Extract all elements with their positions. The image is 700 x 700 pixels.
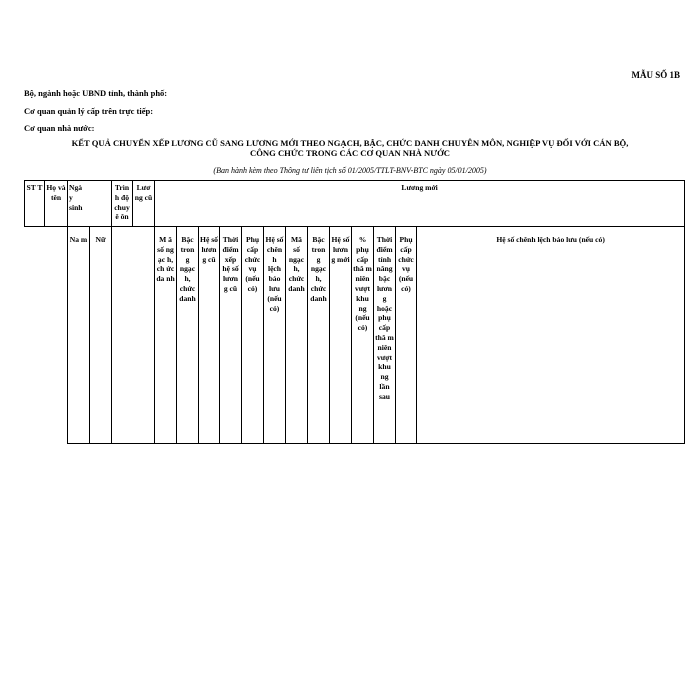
subheader-new-col-9: Hệ số lươn g mới [330, 227, 352, 444]
document-title: KẾT QUẢ CHUYỂN XẾP LƯƠNG CŨ SANG LƯƠNG MỚI THEO NGẠCH, BẬC, CHỨC DANH CHUYÊN MÔN, NGHIỆP VỤ ĐỐI VỚI CÁN BỘ, CÔNG CHỨC TRONG CÁC CƠ QUAN NHÀ NƯỚC [71, 138, 629, 158]
agency-direct-label: Cơ quan nhà nước: [24, 123, 95, 133]
subheader-new-col-13: Hệ số chênh lệch bảo lưu (nếu có) [417, 227, 685, 444]
agency-ministry-label: Bộ, ngành hoặc UBND tỉnh, thành phố: [24, 88, 168, 98]
header-old-salary: Lươ ng cũ [133, 181, 155, 227]
cell-name-body [45, 227, 68, 444]
subheader-female: Nữ [90, 227, 112, 444]
salary-conversion-table [24, 180, 685, 444]
header-dob: Ngà y sinh [68, 181, 112, 227]
form-code: MẪU SỐ 1B [631, 70, 680, 80]
header-name: Họ và tên [45, 181, 68, 227]
subheader-new-col-11: Thời điểm tính nâng bậc lươn g hoặc phụ cấp thâ m niên vượt khu ng lần sau [374, 227, 396, 444]
subheader-new-col-10: % phụ cấp thâ m niên vượt khu ng (nếu có) [352, 227, 374, 444]
header-qualification: Trìn h độ chuyê ôn [112, 181, 133, 227]
subheader-new-col-5: Phụ cấp chức vụ (nếu có) [242, 227, 264, 444]
subheader-new-col-1: M ã số ng ạc h, ch ức da nh [155, 227, 177, 444]
cell-old-salary-body [133, 227, 155, 444]
subheader-new-col-7: Mã số ngạc h, chức danh [286, 227, 308, 444]
cell-qualification-body [112, 227, 133, 444]
subheader-new-col-2: Bậc tron g ngạc h, chức danh [177, 227, 199, 444]
subheader-male: Na m [68, 227, 90, 444]
subheader-new-col-12: Phụ cấp chức vụ (nếu có) [396, 227, 417, 444]
header-new-salary: Lương mới [155, 181, 685, 227]
header-stt: ST T [25, 181, 45, 227]
subheader-new-col-8: Bậc tron g ngạc h, chức danh [308, 227, 330, 444]
subheader-new-col-6: Hệ số chên h lệch bảo lưu (nếu có) [264, 227, 286, 444]
subheader-new-col-4: Thời điểm xếp hệ số lươn g cũ [220, 227, 242, 444]
subheader-new-col-3: Hệ số lươn g cũ [199, 227, 220, 444]
document-subtitle: (Ban hành kèm theo Thông tư liên tịch số 01/2005/TTLT-BNV-BTC ngày 05/01/2005) [213, 166, 487, 175]
agency-supervisor-label: Cơ quan quản lý cấp trên trực tiếp: [24, 106, 154, 116]
cell-stt-body [25, 227, 45, 444]
